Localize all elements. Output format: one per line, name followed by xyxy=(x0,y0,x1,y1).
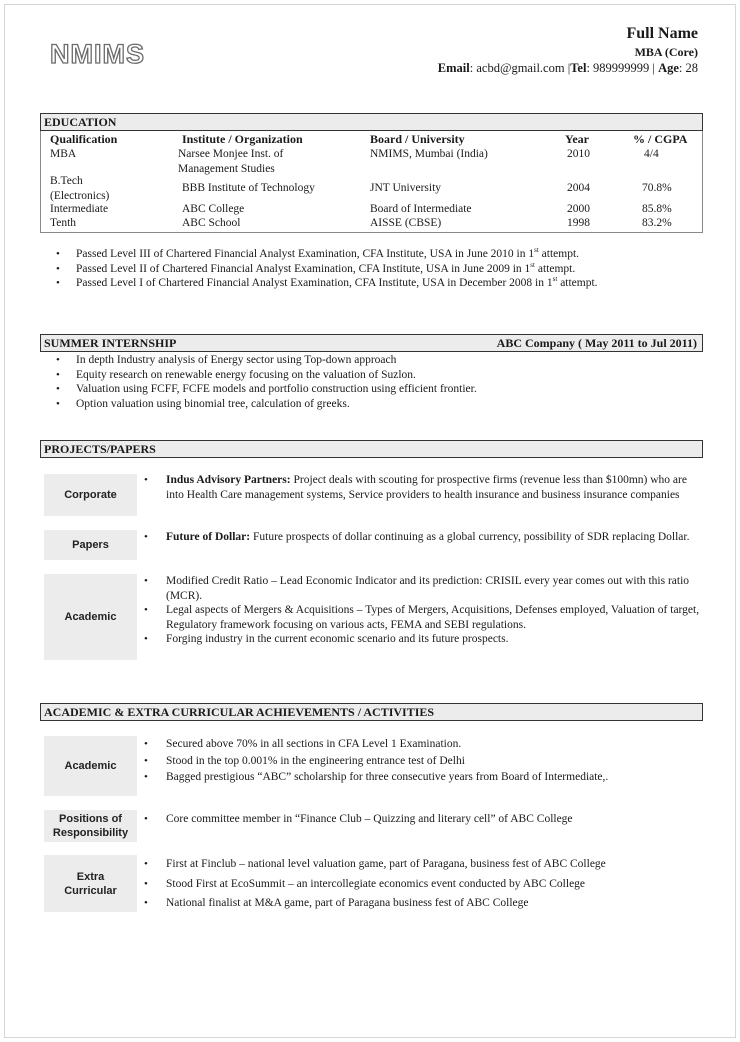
table-cell: Board of Intermediate xyxy=(370,203,472,215)
list-item: • Stood in the top 0.001% in the engineering entrance test of Delhi xyxy=(138,753,706,770)
table-cell: B.Tech (Electronics) xyxy=(50,175,110,202)
projects-header xyxy=(40,440,703,458)
papers-label: Papers xyxy=(44,530,137,560)
achievements-header xyxy=(40,703,703,721)
col-qualification: Qualification xyxy=(50,132,118,146)
table-cell: AISSE (CBSE) xyxy=(370,217,442,229)
tel-value: 989999999 xyxy=(593,61,650,75)
table-cell: Narsee Monjee Inst. of Management Studies xyxy=(178,148,284,175)
list-item: • Option valuation using binomial tree, calculation of greeks. xyxy=(42,397,702,412)
table-cell: 2004 xyxy=(567,182,590,194)
list-item: • Bagged prestigious “ABC” scholarship for three consecutive years from Board of Intermediate,. xyxy=(138,769,706,786)
table-cell: 2000 xyxy=(567,203,590,215)
table-cell: 70.8% xyxy=(642,182,672,194)
list-item: • Valuation using FCFF, FCFE models and portfolio construction using efficient frontier. xyxy=(42,382,702,397)
col-board: Board / University xyxy=(370,132,465,146)
list-item: • Stood First at EcoSummit – an intercollegiate economics event conducted by ABC College xyxy=(138,875,706,895)
corporate-label: Corporate xyxy=(44,474,137,516)
email-value[interactable]: acbd@gmail.com xyxy=(476,61,565,75)
corporate-list xyxy=(138,473,706,502)
list-item: • Indus Advisory Partners: Project deals with scouting for prospective firms (revenue less than $100mn) who are into Health Care management systems, Service providers to health insurance and business insurance companies xyxy=(138,473,706,502)
table-cell: Intermediate xyxy=(50,203,109,215)
internship-company: ABC Company ( May 2011 to Jul 2011) xyxy=(496,336,697,350)
table-cell: ABC College xyxy=(182,203,245,215)
list-item: • Legal aspects of Mergers & Acquisitions – Types of Mergers, Acquisitions, Defenses employed, Valuation of target, Regulatory framework focusing on various acts, FEMA and SEBI regulations. xyxy=(138,603,706,632)
education-header xyxy=(40,113,703,131)
candidate-name: Full Name xyxy=(626,25,698,42)
list-item: • National finalist at M&A game, part of Paragana business fest of ABC College xyxy=(138,894,706,914)
col-institute: Institute / Organization xyxy=(182,132,303,146)
list-item: • Passed Level I of Chartered Financial Analyst Examination, CFA Institute, USA in December 2008 in 1st attempt. xyxy=(42,276,702,291)
achievements-academic-label: Academic xyxy=(44,736,137,796)
age-label: Age xyxy=(658,61,679,75)
papers-list xyxy=(138,530,706,545)
list-item: • First at Finclub – national level valuation game, part of Paragana, business fest of ABC College xyxy=(138,855,706,875)
list-item: • Equity research on renewable energy focusing on the valuation of Suzlon. xyxy=(42,368,702,383)
list-item: • Forging industry in the current economic scenario and its future prospects. xyxy=(138,632,706,647)
col-year: Year xyxy=(565,132,589,146)
table-cell: 85.8% xyxy=(642,203,672,215)
education-title: EDUCATION xyxy=(44,115,117,129)
list-item: • In depth Industry analysis of Energy sector using Top-down approach xyxy=(42,353,702,368)
list-item: • Secured above 70% in all sections in CFA Level 1 Examination. xyxy=(138,736,706,753)
table-cell: NMIMS, Mumbai (India) xyxy=(370,148,488,160)
contact-line: Email: acbd@gmail.com |Tel: 989999999 | Age: 28 xyxy=(437,61,698,75)
positions-list xyxy=(138,812,706,827)
table-cell: JNT University xyxy=(370,182,442,194)
projects-title: PROJECTS/PAPERS xyxy=(44,442,156,456)
list-item: • Future of Dollar: Future prospects of dollar continuing as a global currency, possibility of SDR replacing Dollar. xyxy=(138,530,706,545)
achievements-academic-list xyxy=(138,736,706,786)
cfa-list xyxy=(42,247,702,291)
internship-title: SUMMER INTERNSHIP xyxy=(44,336,177,350)
projects-academic-label: Academic xyxy=(44,574,137,660)
projects-academic-list xyxy=(138,574,706,647)
table-cell: 4/4 xyxy=(644,148,659,160)
resume-header xyxy=(438,24,698,77)
positions-label: Positions of Responsibility xyxy=(44,810,137,842)
table-cell: 1998 xyxy=(567,217,590,229)
table-cell: ABC School xyxy=(182,217,241,229)
list-item: • Core committee member in “Finance Club – Quizzing and literary cell” of ABC College xyxy=(138,812,706,827)
col-score: % / CGPA xyxy=(633,132,688,146)
table-cell: 2010 xyxy=(567,148,590,160)
extra-curricular-list xyxy=(138,855,706,914)
table-cell: MBA xyxy=(50,148,77,160)
logo-text: NMIMS xyxy=(50,39,145,69)
age-value: 28 xyxy=(685,61,698,75)
table-cell: BBB Institute of Technology xyxy=(182,182,315,194)
internship-header xyxy=(40,334,703,352)
candidate-degree: MBA (Core) xyxy=(634,45,698,59)
list-item: • Passed Level III of Chartered Financial Analyst Examination, CFA Institute, USA in June 2010 in 1st attempt. xyxy=(42,247,702,262)
education-table xyxy=(40,131,703,233)
list-item: • Modified Credit Ratio – Lead Economic Indicator and its prediction: CRISIL every year comes out with this ratio (MCR). xyxy=(138,574,706,603)
table-cell: 83.2% xyxy=(642,217,672,229)
extra-curricular-label: Extra Curricular xyxy=(44,855,137,912)
list-item: • Passed Level II of Chartered Financial Analyst Examination, CFA Institute, USA in June 2009 in 1st attempt. xyxy=(42,262,702,277)
achievements-title: ACADEMIC & EXTRA CURRICULAR ACHIEVEMENTS / ACTIVITIES xyxy=(44,705,435,719)
internship-list xyxy=(42,353,702,411)
table-cell: Tenth xyxy=(50,217,77,229)
nmims-logo xyxy=(50,38,162,70)
email-label: Email xyxy=(437,61,470,75)
tel-label: Tel xyxy=(570,61,587,75)
